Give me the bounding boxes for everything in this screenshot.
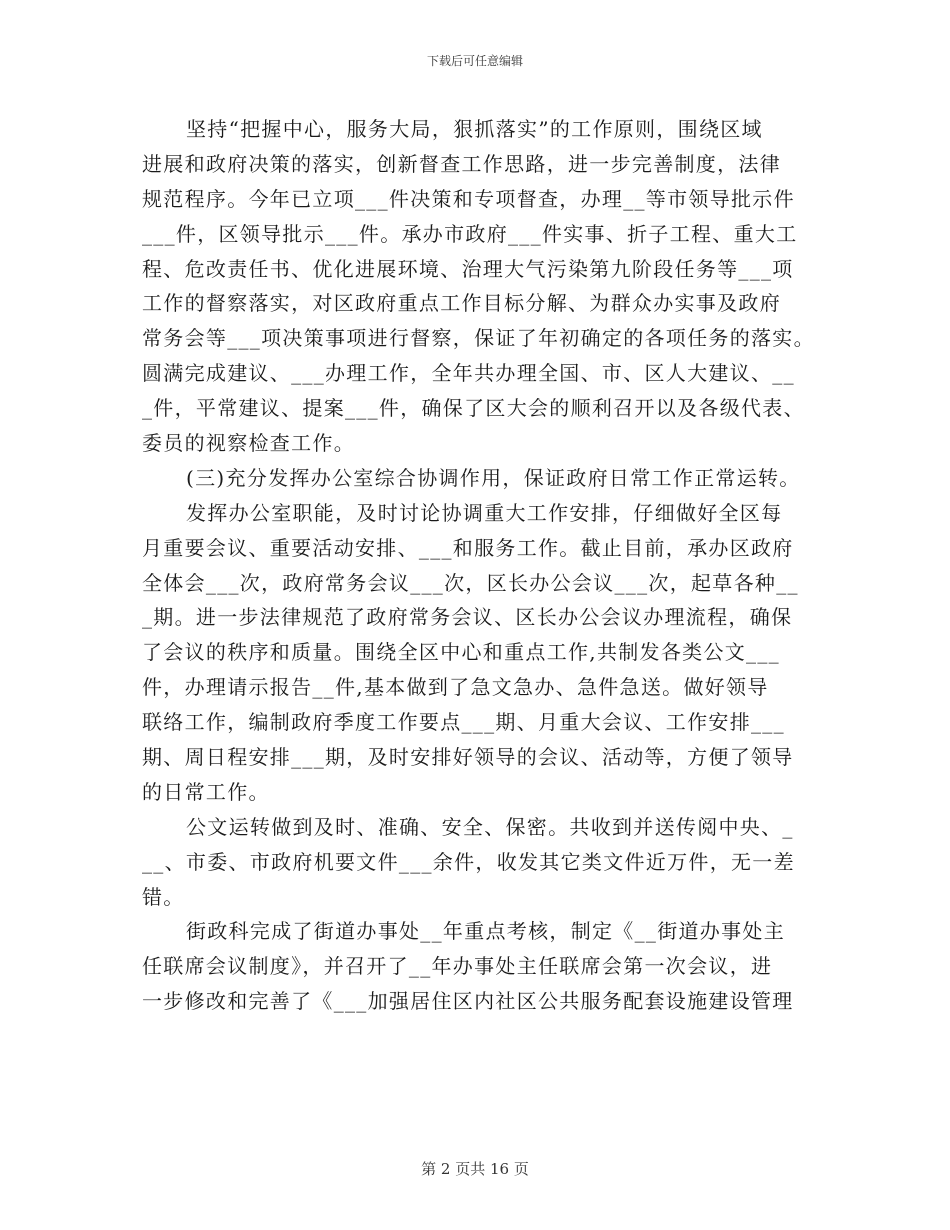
paragraph-line: _件，平常建议、提案___件，确保了区大会的顺利召开以及各级代表、 [142, 396, 805, 421]
paragraph-line: 了会议的秩序和质量。围绕全区中心和重点工作,共制发各类公文___ [142, 640, 780, 665]
paragraph [142, 914, 822, 1019]
paragraph-line: 任联席会议制度》，并召开了__年办事处主任联席会第一次会议，进 [142, 954, 773, 979]
paragraph-line: 全体会___次，政府常务会议___次，区长办公会议___次，起草各种__ [142, 570, 799, 595]
paragraph-line: 期、周日程安排___期，及时安排好领导的会议、活动等，方便了领导 [142, 745, 794, 770]
paragraph-line: 的日常工作。 [142, 779, 270, 804]
paragraph [142, 496, 822, 810]
paragraph-line: 常务会等___项决策事项进行督察，保证了年初确定的各项任务的落实。 [142, 326, 815, 351]
paragraph-line: 发挥办公室职能，及时讨论协调重大工作安排，仔细做好全区每 [186, 500, 783, 525]
paragraph [142, 810, 822, 915]
paragraph-line: 程、危改责任书、优化进展环境、治理大气污染第九阶段任务等___项 [142, 256, 794, 281]
paragraph-line: 联络工作，编制政府季度工作要点___期、月重大会议、工作安排___ [142, 710, 785, 735]
paragraph-line: 街政科完成了街道办事处__年重点考核，制定《__街道办事处主 [186, 919, 785, 944]
paragraph-line: 工作的督察落实，对区政府重点工作目标分解、为群众办实事及政府 [142, 291, 781, 316]
paragraph-line: 错。 [142, 884, 185, 909]
paragraph-line: (三)充分发挥办公室综合协调作用，保证政府日常工作正常运转。 [186, 465, 801, 490]
paragraph-line: 进展和政府决策的落实，创新督查工作思路，进一步完善制度，法律 [142, 151, 781, 176]
page-header: 下载后可任意编辑 [426, 54, 523, 68]
paragraph [142, 112, 822, 461]
paragraph-line: ___件，区领导批示___件。承办市政府___件实事、折子工程、重大工 [142, 221, 798, 246]
page-footer: 第 2 页共 16 页 [421, 1160, 529, 1178]
paragraph-line: 件，办理请示报告__件,基本做到了急文急办、急件急送。做好领导 [142, 675, 769, 700]
paragraph-line: 规范程序。今年已立项___件决策和专项督查，办理__等市领导批示件 [142, 186, 795, 211]
paragraph-line: 委员的视察检查工作。 [142, 431, 355, 456]
paragraph-line: 月重要会议、重要活动安排、___和服务工作。截止目前，承办区政府 [142, 535, 794, 560]
paragraph-line: _期。进一步法律规范了政府常务会议、区长办公会议办理流程，确保 [142, 605, 793, 630]
paragraph-line: 公文运转做到及时、准确、安全、保密。共收到并送传阅中央、_ [186, 814, 794, 839]
paragraph-line: 坚持“把握中心，服务大局，狠抓落实”的工作原则，围绕区域 [186, 117, 763, 141]
paragraph-line: 圆满完成建议、___办理工作，全年共办理全国、市、区人大建议、__ [142, 361, 795, 386]
document-body [142, 112, 822, 1019]
paragraph [142, 461, 822, 496]
paragraph-line: __、市委、市政府机要文件___余件，收发其它类文件近万件，无一差 [142, 849, 795, 874]
paragraph-line: 一步修改和完善了《___加强居住区内社区公共服务配套设施建设管理 [142, 989, 794, 1014]
